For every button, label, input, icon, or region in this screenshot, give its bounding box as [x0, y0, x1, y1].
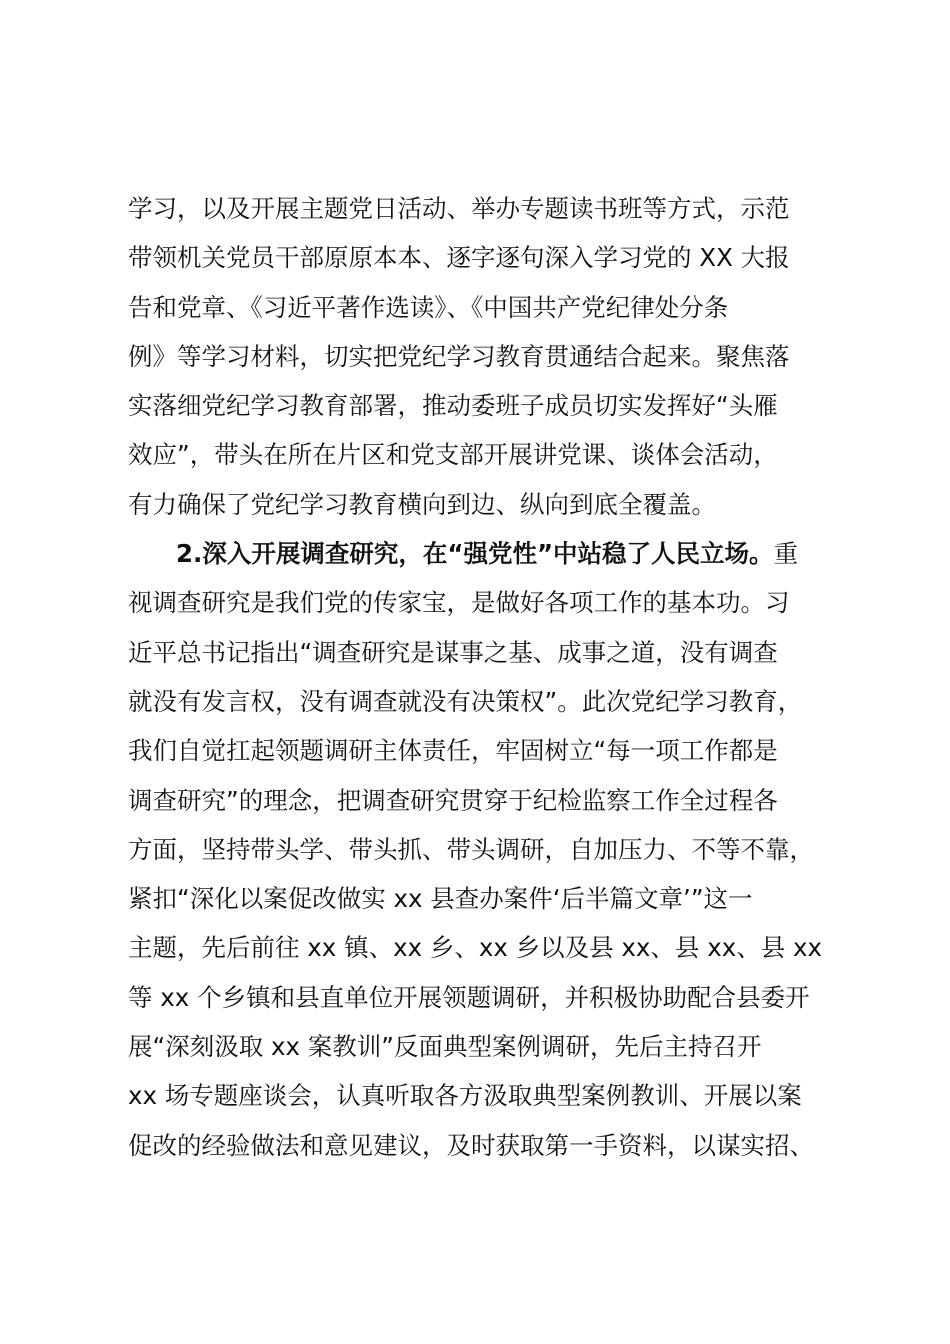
document-body: [128, 184, 852, 1170]
text-line: 等 xx 个乡镇和县直单位开展领题调研，并积极协助配合县委开: [128, 982, 810, 1012]
text-line: 促改的经验做法和意见建议，及时获取第一手资料，以谋实招、: [128, 1130, 814, 1160]
text-line: 视调查研究是我们党的传家宝，是做好各项工作的基本功。习: [128, 588, 790, 618]
text-line: 方面，坚持带头学、带头抓、带头调研，自加压力、不等不靠，: [128, 834, 814, 864]
text-line: 告和党章、《习近平著作选读》、《中国共产党纪律处分条: [128, 292, 729, 322]
text-line: 学习，以及开展主题党日活动、举办专题读书班等方式，示范: [128, 194, 790, 223]
paragraph-2-first-line: [128, 529, 852, 578]
text-line: 主题，先后前往 xx 镇、xx 乡、xx 乡以及县 xx、县 xx、县 xx: [128, 933, 823, 963]
text-line: 我们自觉扛起领题调研主体责任，牢固树立“每一项工作都是: [128, 736, 778, 766]
text-line: 近平总书记指出“调查研究是谋事之基、成事之道，没有调查: [128, 637, 778, 667]
paragraph-2: [128, 529, 852, 1170]
text-fragment: 重: [773, 539, 799, 569]
text-line: 有力确保了党纪学习教育横向到边、纵向到底全覆盖。: [128, 489, 716, 519]
section-heading: 2.深入开展调查研究，在“强党性”中站稳了人民立场。: [176, 539, 774, 569]
text-line: 实落细党纪学习教育部署，推动委班子成员切实发挥好“头雁: [128, 391, 778, 421]
text-line: 带领机关党员干部原原本本、逐字逐句深入学习党的 XX 大报: [128, 243, 790, 273]
text-line: 效应”，带头在所在片区和党支部开展讲党课、谈体会活动，: [128, 440, 778, 470]
text-line: xx 场专题座谈会，认真听取各方汲取典型案例教训、开展以案: [128, 1081, 802, 1111]
paragraph-1: [128, 184, 852, 529]
text-line: 例》等学习材料，切实把党纪学习教育贯通结合起来。聚焦落: [128, 341, 790, 371]
text-line: 展“深刻汲取 xx 案教训”反面典型案例调研，先后主持召开: [128, 1032, 762, 1062]
text-line: 调查研究”的理念，把调查研究贯穿于纪检监察工作全过程各: [128, 785, 778, 815]
text-line: 紧扣“深化以案促改做实 xx 县查办案件‘后半篇文章’”这一: [128, 884, 753, 914]
text-line: 就没有发言权，没有调查就没有决策权”。此次党纪学习教育，: [128, 686, 803, 716]
